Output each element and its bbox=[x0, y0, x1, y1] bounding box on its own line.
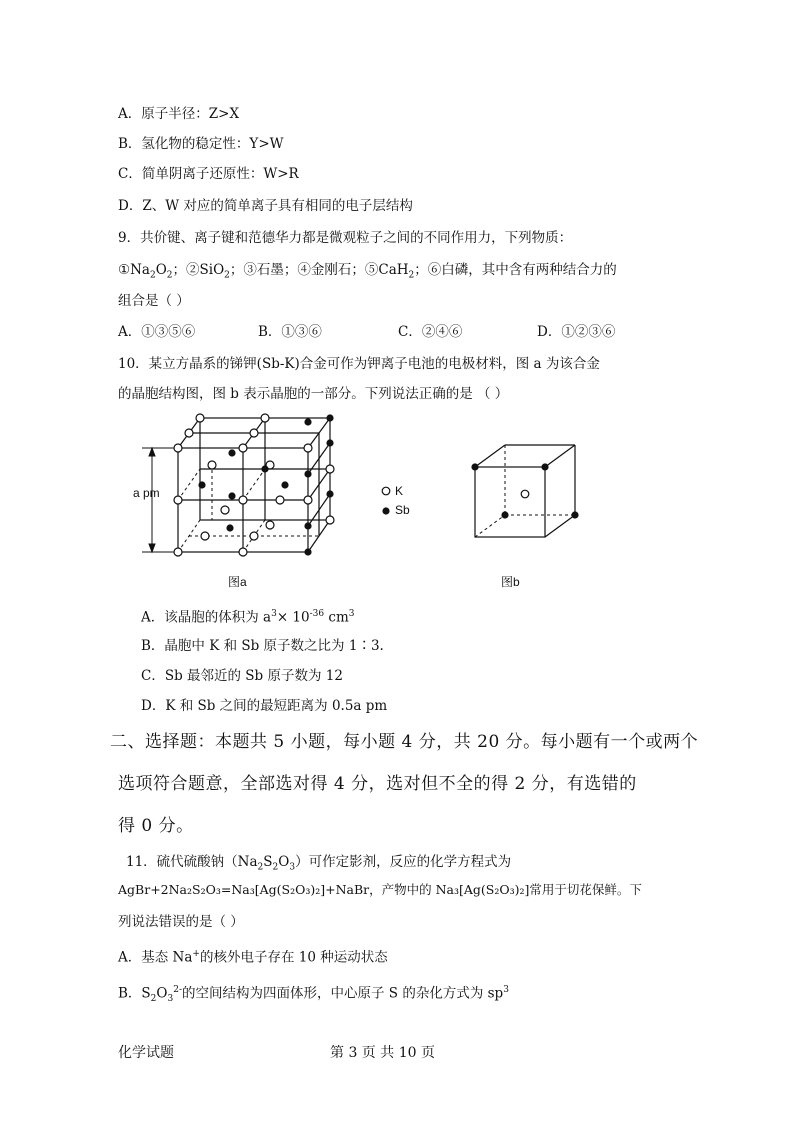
q9-option-b: B．①③⑥ bbox=[258, 324, 322, 340]
q10-stem-line2: 的晶胞结构图，图 b 表示晶胞的一部分。下列说法正确的是 （ ） bbox=[118, 386, 509, 402]
q9-option-c: C．②④⑥ bbox=[398, 324, 463, 340]
q11-equation-line: AgBr+2Na₂S₂O₃=Na₃[Ag(S₂O₃)₂]+NaBr，产物中的 Na₃[Ag(S₂O₃)₂]常用于切花保鲜。下 bbox=[118, 882, 642, 897]
section-2-heading-line2: 选项符合题意，全部选对得 4 分，选对但不全的得 2 分，有选错的 bbox=[118, 774, 637, 794]
legend-k-marker bbox=[380, 485, 392, 497]
q8-option-b: B．氢化物的稳定性：Y>W bbox=[118, 136, 284, 152]
q10-option-a: A．该晶胞的体积为 $a^3\times 10^{-36}$ $cm^3$ bbox=[141, 609, 355, 626]
figure-a-caption: 图a bbox=[228, 575, 247, 589]
q11-option-a: A．基态 Na+的核外电子存在 10 种运动状态 bbox=[118, 949, 388, 966]
legend-k-label: K bbox=[395, 484, 404, 498]
legend-sb-label: Sb bbox=[395, 503, 410, 517]
q10-option-d: D．K 和 Sb 之间的最短距离为 0.5a pm bbox=[141, 698, 388, 714]
q9-stem-line1: 9．共价键、离子键和范德华力都是微观粒子之间的不同作用力，下列物质： bbox=[118, 230, 573, 246]
q9-stem-line3: 组合是（ ） bbox=[118, 293, 190, 309]
q11-stem-line3: 列说法错误的是（ ） bbox=[118, 914, 244, 930]
footer-page-number: 第 3 页 共 10 页 bbox=[330, 1045, 435, 1061]
crystal-cell-figure-a bbox=[130, 410, 350, 570]
q8-option-c: C．简单阴离子还原性：W>R bbox=[118, 166, 299, 182]
q8-option-d: D．Z、W 对应的简单离子具有相同的电子层结构 bbox=[118, 198, 413, 214]
legend-sb-marker bbox=[380, 505, 392, 517]
q10-stem-line1: 10．某立方晶系的锑钾(Sb-K)合金可作为钾离子电池的电极材料，图 a 为该合金 bbox=[118, 356, 600, 372]
crystal-cell-figure-b bbox=[465, 440, 585, 550]
q9-stem-line2: $①Na_2O_2$；②SiO$_2$；③石墨；④金刚石；⑤CaH$_2$；⑥白磷，其中含有两种结合力的 bbox=[118, 262, 617, 281]
q8-option-a: A．原子半径：Z>X bbox=[118, 106, 240, 122]
q11-stem-line1: 11．硫代硫酸钠$(Na_2S_2O_3)$可作定影剂，反应的化学方程式为 bbox=[126, 854, 512, 873]
q10-option-b: B．晶胞中 K 和 Sb 原子数之比为 1∶3. bbox=[141, 638, 384, 654]
footer-subject: 化学试题 bbox=[118, 1045, 174, 1061]
section-2-heading-line1: 二、选择题：本题共 5 小题，每小题 4 分，共 20 分。每小题有一个或两个 bbox=[110, 732, 699, 752]
q10-option-c: C．Sb 最邻近的 Sb 原子数为 12 bbox=[141, 668, 343, 684]
section-2-heading-line3: 得 0 分。 bbox=[118, 816, 194, 836]
q11-option-b: B．$S_2O_3^{2-}$的空间结构为四面体形，中心原子 S 的杂化方式为 $sp^3$ bbox=[118, 985, 509, 1005]
q9-option-a: A．①③⑤⑥ bbox=[118, 324, 196, 340]
figure-b-caption: 图b bbox=[501, 575, 520, 589]
q9-option-d: D．①②③⑥ bbox=[537, 324, 616, 340]
dimension-label: a pm bbox=[133, 486, 160, 500]
